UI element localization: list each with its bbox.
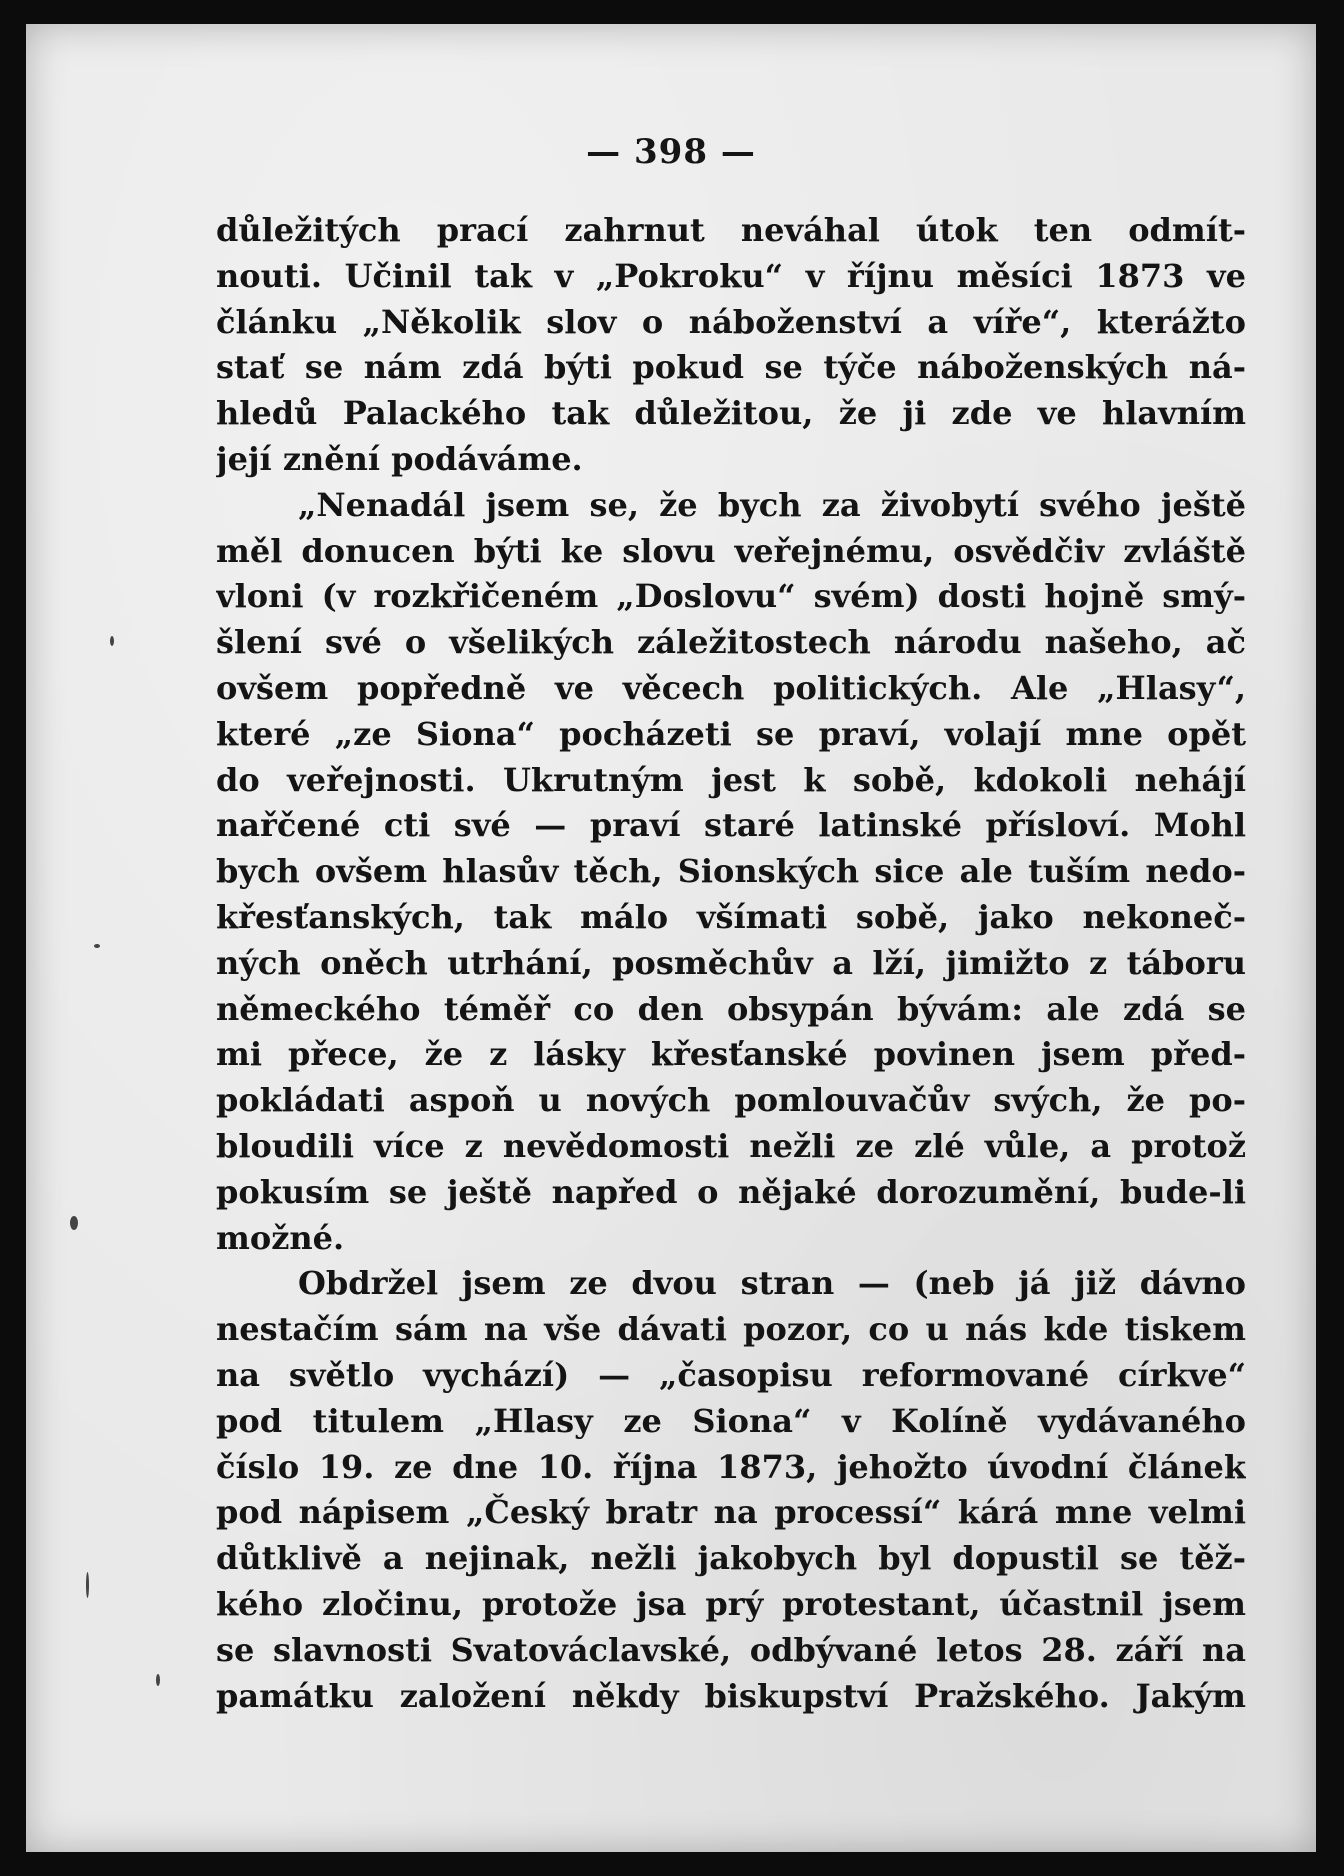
text-line: šlení své o všelikých záležitostech národu našeho, ač: [216, 623, 1246, 662]
text-line: bych ovšem hlasův těch, Sionských sice ale tuším nedo-: [216, 852, 1246, 891]
text-line: nestačím sám na vše dávati pozor, co u nás kde tiskem: [216, 1310, 1246, 1349]
text-line: pod titulem „Hlasy ze Siona“ v Kolíně vydávaného: [216, 1401, 1246, 1440]
text-line: pod nápisem „Český bratr na processí“ kárá mne velmi: [216, 1493, 1246, 1532]
text-line: německého téměř co den obsypán bývám: ale zdá se: [216, 989, 1246, 1028]
text-line: se slavnosti Svatováclavské, odbývané letos 28. září na: [216, 1630, 1246, 1669]
page-number: — 398 —: [586, 132, 756, 172]
text-line: křesťanských, tak málo všímati sobě, jako nekoneč-: [216, 897, 1246, 936]
text-line: pokusím se ještě napřed o nějaké dorozumění, bude-li: [216, 1172, 1246, 1211]
text-line: památku založení někdy biskupství Pražského. Jakým: [216, 1676, 1246, 1715]
text-line: vloni (v rozkřičeném „Doslovu“ svém) dosti hojně smý-: [216, 577, 1246, 616]
text-line: které „ze Siona“ pocházeti se praví, volají mne opět: [216, 714, 1246, 753]
paragraph-start-line: „Nenadál jsem se, že bych za živobytí svého ještě: [298, 485, 1246, 524]
text-line: mi přece, že z lásky křesťanské povinen jsem před-: [216, 1035, 1246, 1074]
text-line: důležitých prací zahrnut neváhal útok ten odmít-: [216, 211, 1246, 249]
text-line: ovšem popředně ve věcech politických. Ale „Hlasy“,: [216, 668, 1246, 707]
text-line: číslo 19. ze dne 10. října 1873, jehožto úvodní článek: [216, 1447, 1246, 1486]
text-line: nařčené cti své — praví staré latinské přísloví. Mohl: [216, 806, 1246, 845]
text-line: nouti. Učinil tak v „Pokroku“ v říjnu měsíci 1873 ve: [216, 256, 1246, 295]
text-line: možné.: [216, 1218, 345, 1257]
scan-speck: [156, 1674, 160, 1686]
text-line: stať se nám zdá býti pokud se týče náboženských ná-: [216, 348, 1246, 387]
book-page: [26, 24, 1316, 1852]
text-line: důtklivě a nejinak, nežli jakobych byl dopustil se těž-: [216, 1539, 1246, 1578]
text-line: měl donucen býti ke slovu veřejnému, osvědčiv zvláště: [216, 531, 1246, 570]
text-line: do veřejnosti. Ukrutným jest k sobě, kdokoli nehájí: [216, 760, 1246, 799]
text-line: bloudili více z nevědomosti nežli ze zlé vůle, a protož: [216, 1126, 1246, 1165]
text-line: článku „Několik slov o náboženství a víře“, kterážto: [216, 302, 1246, 341]
scan-speck: [86, 1572, 89, 1598]
scan-speck: [94, 944, 100, 948]
scan-speck: [110, 636, 114, 646]
text-line: hledů Palackého tak důležitou, že ji zde ve hlavním: [216, 394, 1246, 433]
text-line: na světlo vychází) — „časopisu reformované církve“: [216, 1355, 1246, 1394]
body-text: [216, 208, 1246, 1719]
text-line: její znění podáváme.: [216, 439, 583, 478]
text-line: pokládati aspoň u nových pomlouvačův svých, že po-: [216, 1081, 1246, 1120]
paragraph-start-line: Obdržel jsem ze dvou stran — (neb já již dávno: [298, 1264, 1246, 1303]
text-line: ných oněch utrhání, posměchův a lží, jimižto z táboru: [216, 943, 1246, 982]
scan-speck: [70, 1216, 78, 1230]
text-line: kého zločinu, protože jsa prý protestant, účastnil jsem: [216, 1584, 1246, 1623]
